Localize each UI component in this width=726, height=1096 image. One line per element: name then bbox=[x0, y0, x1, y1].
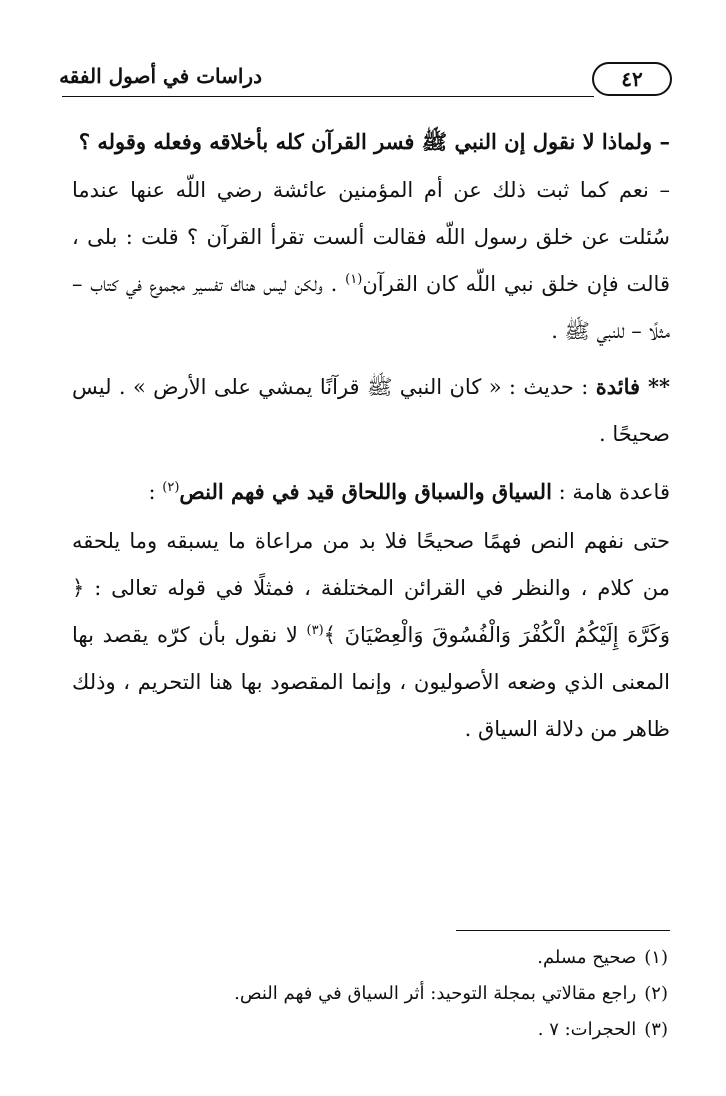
footnote-rule bbox=[456, 930, 670, 931]
footnote-text: صحيح مسلم. bbox=[537, 947, 637, 968]
page-body bbox=[72, 118, 670, 753]
footnote-number: (٣) bbox=[644, 1019, 668, 1040]
rule-heading-prefix: قاعدة هامة : bbox=[551, 480, 670, 504]
rule-text-part1: حتى نفهم النص فهمًا صحيحًا فلا بد من مراعاة ما يسبقه وما يلحقه من كلام ، والنظر في القرائن المختلفة ، فمثلًا في قوله تعالى : bbox=[72, 529, 670, 600]
answer-text-part2: . ولكن ليس هناك تفسير مجموع في كتاب – مثلًا – للنبي ﷺ . bbox=[72, 272, 670, 343]
footnote-ref-2: (٢) bbox=[162, 480, 180, 495]
note-marker: ** فائدة bbox=[595, 374, 670, 399]
footnote-number: (٢) bbox=[644, 983, 668, 1004]
footnote-text: راجع مقالاتي بمجلة التوحيد: أثر السياق في فهم النص. bbox=[234, 983, 637, 1004]
question-paragraph bbox=[72, 118, 670, 165]
header-rule bbox=[62, 96, 594, 97]
rule-heading-suffix: : bbox=[148, 480, 163, 504]
page-number-badge bbox=[592, 62, 672, 96]
running-title: دراسات في أصول الفقه bbox=[59, 64, 262, 88]
answer-paragraph bbox=[72, 167, 670, 355]
note-text: : حديث : « كان النبي ﷺ قرآنًا يمشي على الأرض » . ليس صحيحًا . bbox=[72, 375, 670, 446]
rule-paragraph bbox=[72, 518, 670, 753]
rule-heading bbox=[72, 468, 670, 516]
quran-verse: ﴿ وَكَرَّهَ إِلَيْكُمُ الْكُفْرَ وَالْفُسُوقَ وَالْعِصْيَانَ ﴾ bbox=[72, 576, 670, 647]
answer-text-part1: – نعم كما ثبت ذلك عن أم المؤمنين عائشة رضي اللّه عنها عندما سُئلت عن خلق رسول اللّه فقالت ألست تقرأ القرآن ؟ قلت : بلى ، قالت فإن خلق نبي اللّه كان القرآن bbox=[72, 178, 670, 296]
question-text: – ولماذا لا نقول إن النبي ﷺ فسر القرآن كله بأخلاقه وفعله وقوله ؟ bbox=[78, 129, 670, 154]
footnotes bbox=[62, 940, 668, 1048]
rule-heading-main: السياق والسباق واللحاق قيد في فهم النص bbox=[179, 479, 552, 504]
note-paragraph bbox=[72, 363, 670, 458]
footnote-text: الحجرات: ٧ . bbox=[537, 1019, 637, 1040]
footnote-ref-1: (١) bbox=[345, 272, 363, 287]
footnote-number: (١) bbox=[644, 947, 668, 968]
footnote-ref-3: (٣) bbox=[306, 623, 324, 638]
rule-text-part2: لا نقول بأن كرّه يقصد بها المعنى الذي وضعه الأصوليون ، وإنما المقصود بها هنا التحريم ، وذلك ظاهر من دلالة السياق . bbox=[72, 623, 670, 741]
footnote-3 bbox=[62, 1012, 668, 1048]
footnote-1 bbox=[62, 940, 668, 976]
footnote-2 bbox=[62, 976, 668, 1012]
page-number: ٤٢ bbox=[621, 67, 643, 91]
